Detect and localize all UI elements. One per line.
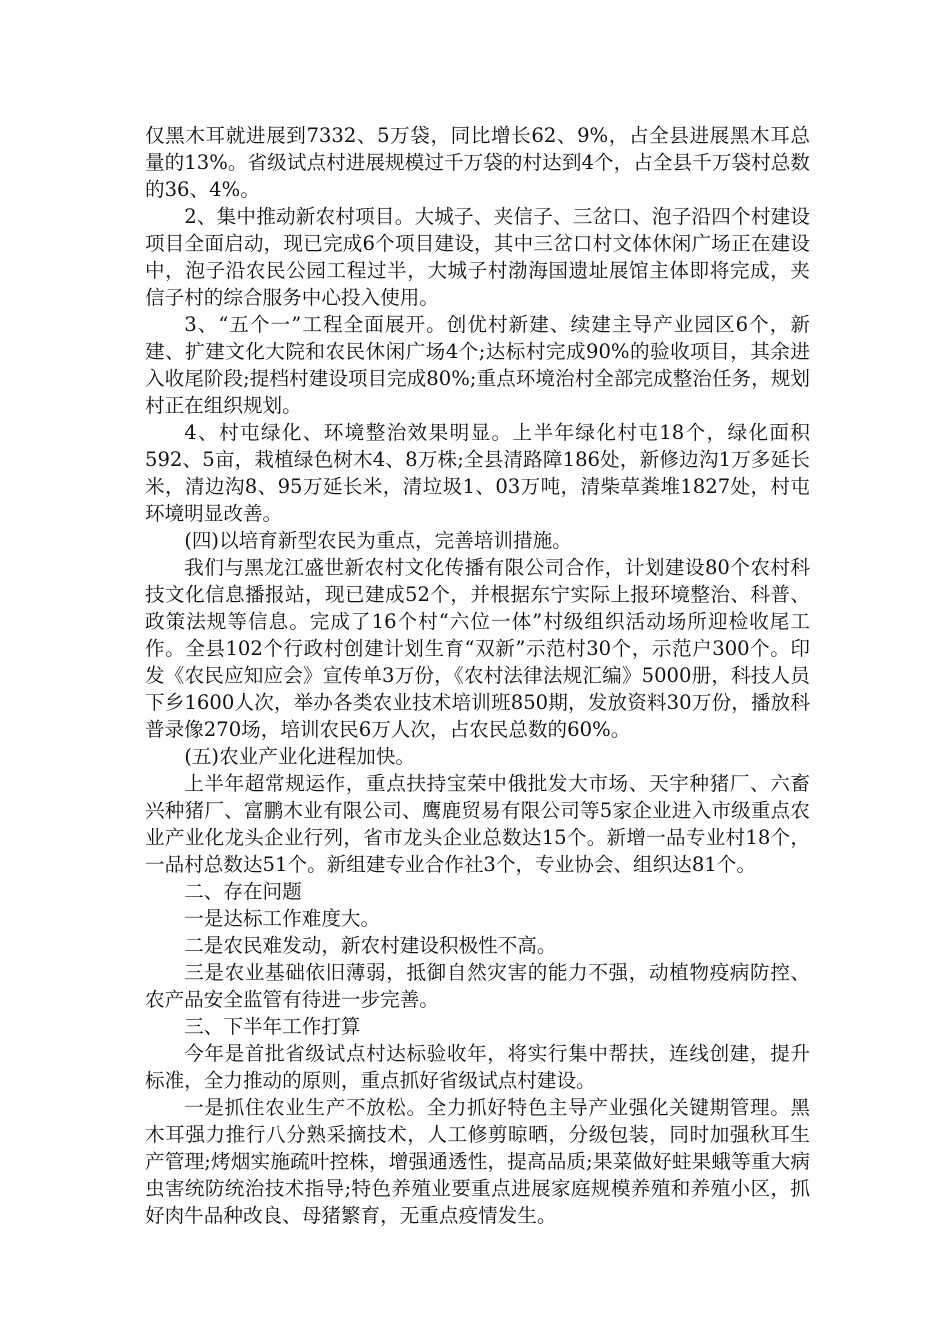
paragraph: 上半年超常规运作，重点扶持宝荣中俄批发大市场、天宇种猪厂、六畜兴种猪厂、富鹏木业有限公司、鹰鹿贸易有限公司等5家企业进入市级重点农业产业化龙头企业行列，省市龙头企业总数达15个。新增一品专业村18个，一品村总数达51个。新组建专业合作社3个，专业协会、组织达81个。: [145, 772, 810, 876]
section-heading: (五)农业产业化进程加快。: [184, 745, 416, 768]
paragraph: 今年是首批省级试点村达标验收年，将实行集中帮扶，连线创建，提升标准，全力推动的原则，重点抓好省级试点村建设。: [145, 1042, 810, 1092]
paragraph: 4、村屯绿化、环境整治效果明显。上半年绿化村屯18个，绿化面积592、5亩，栽植绿色树木4、8万株;全县清路障186处，新修边沟1万多延长米，清边沟8、95万延长米，清垃圾1、03万吨，清柴草粪堆1827处，村屯环境明显改善。: [145, 421, 810, 525]
paragraph: 一是达标工作难度大。: [184, 907, 381, 930]
section-heading: 三、下半年工作打算: [184, 1015, 361, 1038]
paragraph: 2、集中推动新农村项目。大城子、夹信子、三岔口、泡子沿四个村建设项目全面启动，现已完成6个项目建设，其中三岔口村文体休闲广场正在建设中，泡子沿农民公园工程过半，大城子村渤海国遗址展馆主体即将完成，夹信子村的综合服务中心投入使用。: [145, 205, 810, 309]
section-heading: (四)以培育新型农民为重点，完善培训措施。: [184, 529, 572, 552]
paragraph: 仅黑木耳就进展到7332、5万袋，同比增长62、9%，占全县进展黑木耳总量的13%。省级试点村进展规模过千万袋的村达到4个，占全县千万袋村总数的36、4%。: [145, 124, 810, 201]
paragraph: 二是农民难发动，新农村建设积极性不高。: [184, 934, 557, 957]
document-body: [145, 122, 810, 1229]
paragraph: 3、“五个一”工程全面展开。创优村新建、续建主导产业园区6个，新建、扩建文化大院和农民休闲广场4个;达标村完成90%的验收项目，其余进入收尾阶段;提档村建设项目完成80%;重点环境治村全部完成整治任务，规划村正在组织规划。: [145, 313, 810, 417]
paragraph: 我们与黑龙江盛世新农村文化传播有限公司合作，计划建设80个农村科技文化信息播报站，现已建成52个，并根据东宁实际上报环境整治、科普、政策法规等信息。完成了16个村“六位一体”村级组织活动场所迎检收尾工作。全县102个行政村创建计划生育“双新”示范村30个，示范户300个。印发《农民应知应会》宣传单3万份，《农村法律法规汇编》5000册，科技人员下乡1600人次，举办各类农业技术培训班850期，发放资料30万份，播放科普录像270场，培训农民6万人次，占农民总数的60%。: [145, 556, 810, 741]
paragraph: 三是农业基础依旧薄弱，抵御自然灾害的能力不强，动植物疫病防控、农产品安全监管有待进一步完善。: [145, 961, 810, 1011]
section-heading: 二、存在问题: [184, 880, 302, 903]
paragraph: 一是抓住农业生产不放松。全力抓好特色主导产业强化关键期管理。黑木耳强力推行八分熟采摘技术，人工修剪晾晒，分级包装，同时加强秋耳生产管理;烤烟实施疏叶控株，增强通透性，提高品质;果菜做好蛀果蛾等重大病虫害统防统治技术指导;特色养殖业要重点进展家庭规模养殖和养殖小区，抓好肉牛品种改良、母猪繁育，无重点疫情发生。: [145, 1096, 810, 1227]
